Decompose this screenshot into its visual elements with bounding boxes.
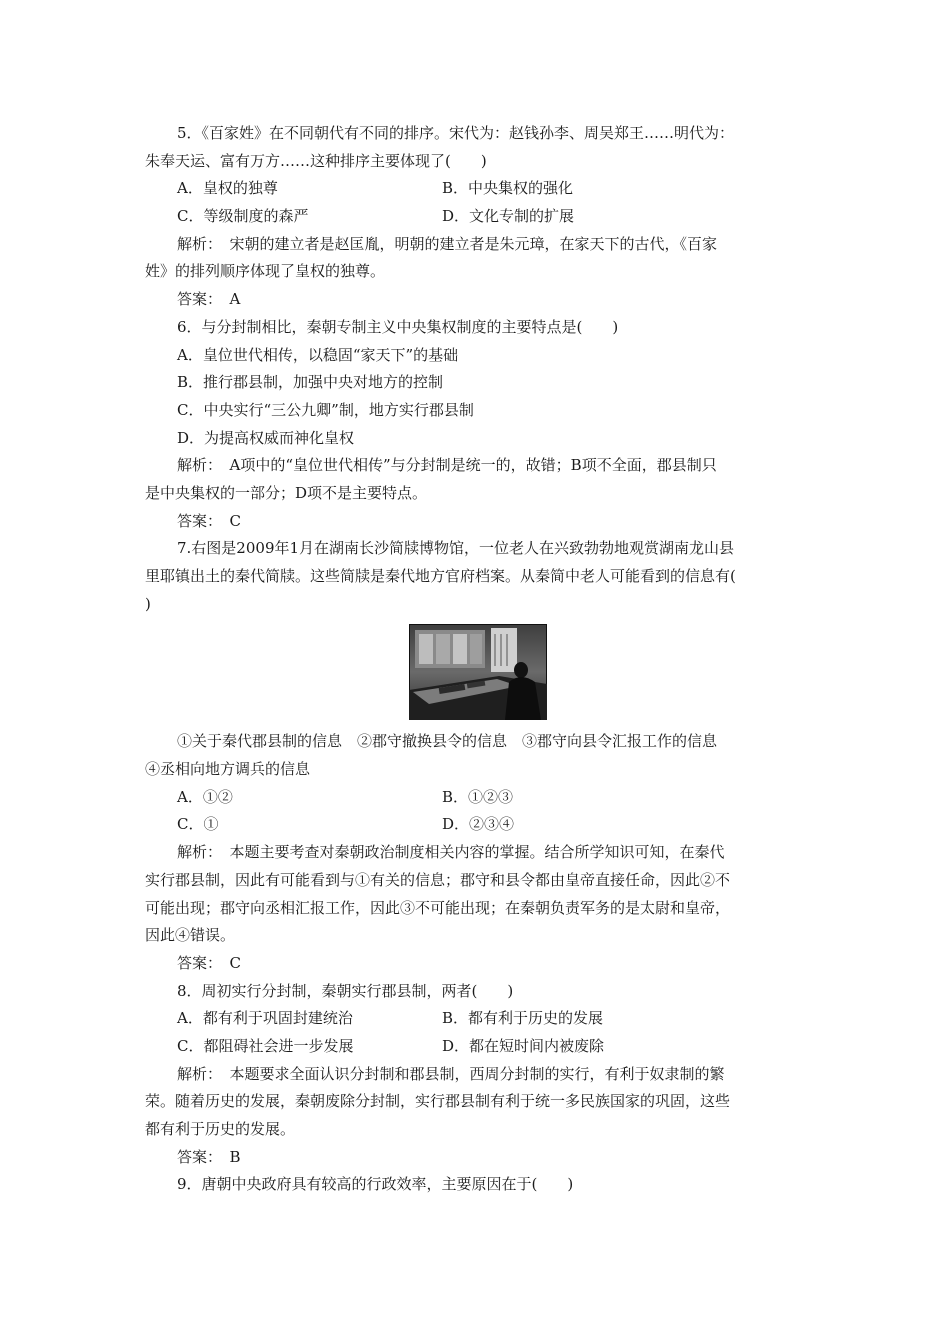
q7-items: ①关于秦代郡县制的信息 ②郡守撤换县令的信息 ③郡守向县令汇报工作的信息 — [177, 732, 718, 751]
q8-analysis: 解析： 本题要求全面认识分封制和郡县制，西周分封制的实行，有利于奴隶制的繁 — [177, 1064, 725, 1083]
q5-option-c: C．等级制度的森严 — [177, 207, 309, 226]
q8-options-row-1 — [145, 1005, 810, 1033]
q7-options-row-1 — [145, 784, 810, 812]
q5-analysis-cont: 姓》的排列顺序体现了皇权的独尊。 — [145, 262, 386, 281]
q8-answer: 答案： B — [177, 1147, 241, 1166]
q7-options-row-2 — [145, 811, 810, 839]
q5-option-a: A．皇权的独尊 — [177, 179, 278, 198]
q9-stem: 9．唐朝中央政府具有较高的行政效率，主要原因在于( ) — [177, 1175, 574, 1194]
q6-stem: 6．与分封制相比，秦朝专制主义中央集权制度的主要特点是( ) — [177, 317, 619, 336]
q7-stem-end: ) — [145, 594, 151, 613]
q7-option-b: B．①②③ — [442, 787, 514, 806]
q6-analysis-cont: 是中央集权的一部分；D项不是主要特点。 — [145, 483, 428, 502]
q8-stem: 8．周初实行分封制，秦朝实行郡县制，两者( ) — [177, 981, 514, 1000]
q5-analysis: 解析： 宋朝的建立者是赵匡胤，明朝的建立者是朱元璋，在家天下的古代，《百家 — [177, 234, 718, 253]
q6-option-b: B．推行郡县制，加强中央对地方的控制 — [177, 373, 444, 392]
q6-option-c: C．中央实行“三公九卿”制，地方实行郡县制 — [177, 400, 474, 419]
q5-options-row-2 — [145, 203, 810, 231]
q7-analysis-cont-1: 实行郡县制，因此有可能看到与①有关的信息；郡守和县令都由皇帝直接任命，因此②不 — [145, 870, 731, 889]
q6-option-d: D．为提高权威而神化皇权 — [177, 428, 355, 447]
q7-answer: 答案： C — [177, 953, 241, 972]
q6-analysis: 解析： A项中的“皇位世代相传”与分封制是统一的，故错；B项不全面，郡县制只 — [177, 456, 717, 475]
q7-analysis-cont-2: 可能出现；郡守向丞相汇报工作，因此③不可能出现；在秦朝负责军务的是太尉和皇帝， — [145, 898, 731, 917]
q6-answer: 答案： C — [177, 511, 241, 530]
q7-option-d: D．②③④ — [442, 815, 515, 834]
photo-image — [409, 624, 547, 720]
q8-analysis-cont-2: 都有利于历史的发展。 — [145, 1120, 296, 1138]
q8-option-a: A．都有利于巩固封建统治 — [177, 1009, 353, 1028]
q8-option-b: B．都有利于历史的发展 — [442, 1009, 604, 1028]
q7-stem-cont: 里耶镇出土的秦代简牍。这些简牍是秦代地方官府档案。从秦简中老人可能看到的信息有( — [145, 567, 736, 585]
q5-options-row-1 — [145, 175, 810, 203]
q8-analysis-cont-1: 荣。随着历史的发展，秦朝废除分封制，实行郡县制有利于统一多民族国家的巩固，这些 — [145, 1092, 731, 1111]
q5-option-b: B．中央集权的强化 — [442, 179, 574, 198]
q5-option-d: D．文化专制的扩展 — [442, 207, 575, 226]
q6-option-a: A．皇位世代相传，以稳固“家天下”的基础 — [177, 345, 459, 364]
q8-options-row-2 — [145, 1033, 810, 1061]
q7-option-c: C．① — [177, 815, 219, 834]
q5-stem: 5．《百家姓》在不同朝代有不同的排序。宋代为：赵钱孙李、周吴郑王……明代为： — [177, 124, 735, 142]
q7-analysis-cont-3: 因此④错误。 — [145, 926, 236, 945]
q7-analysis: 解析： 本题主要考查对秦朝政治制度相关内容的掌握。结合所学知识可知，在秦代 — [177, 843, 725, 862]
document-body — [145, 120, 810, 1199]
q7-option-a: A．①② — [177, 787, 233, 806]
q5-answer: 答案： A — [177, 290, 241, 309]
q8-option-c: C．都阻碍社会进一步发展 — [177, 1036, 354, 1055]
q8-option-d: D．都在短时间内被废除 — [442, 1036, 605, 1055]
q5-stem-cont: 朱奉天运、富有万方……这种排序主要体现了( ) — [145, 151, 487, 170]
q7-stem: 7.右图是2009年1月在湖南长沙简牍博物馆，一位老人在兴致勃勃地观赏湖南龙山县 — [177, 539, 735, 558]
q7-items-cont: ④丞相向地方调兵的信息 — [145, 760, 311, 779]
museum-photo — [409, 624, 547, 720]
